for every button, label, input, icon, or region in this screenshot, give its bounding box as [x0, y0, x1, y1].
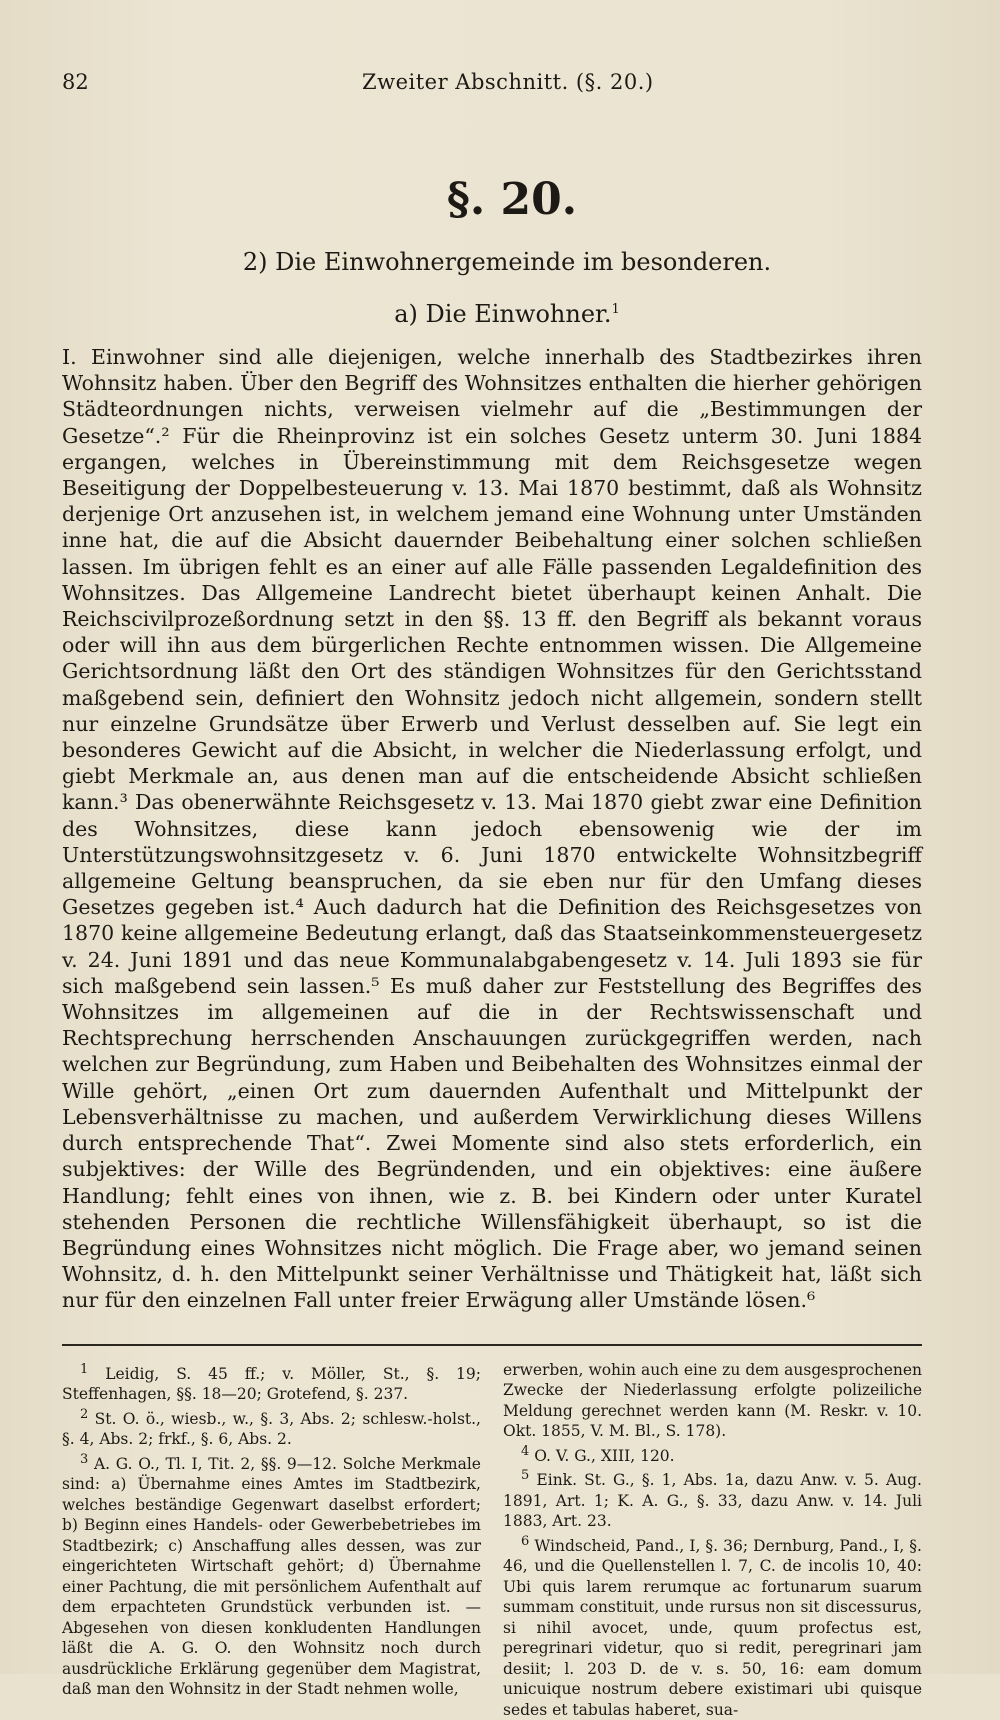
footnote-divider: [62, 1344, 922, 1346]
running-head: [62, 70, 922, 110]
footnotes: [62, 1360, 922, 1720]
footnote-4: $^4$ O. V. G., XIII, 120.: [521, 1443, 675, 1465]
section-title: 2) Die Einwohnergemeinde im besonderen.: [242, 248, 772, 276]
footnote-3-continued: erwerben, wohin auch eine zu dem ausgesprochenen Zwecke der Niederlassung erfolgte polizeiliche Meldung gerechnet werden kann (M. Reskr. v. 10. Okt. 1855, V. M. Bl., S. 178).: [503, 1360, 922, 1441]
subsection-title: [62, 300, 922, 334]
footnote-6: $^6$ Windscheid, Pand., I, §. 36; Dernburg, Pand., I, §. 46, und die Quellenstellen l. 7, C. de incolis 10, 40: Ubi quis larem rerumque ac fortunarum suarum summam constituit, unde rursus non sit discessurus, si nihil avocet, unde, quum profectus est, peregrinari videtur, quo si redit, peregrinari jam desiit; l. 203 D. de v. s. 50, 16: eam domum unicuique nostrum debere existimari ubi quisque sedes et tabulas haberet, sua-: [503, 1533, 922, 1719]
page-number: 82: [62, 70, 89, 94]
footnote-5: $^5$ Eink. St. G., §. 1, Abs. 1a, dazu Anw. v. 5. Aug. 1891, Art. 1; K. A. G., §. 33, dazu Anw. v. 14. Juli 1883, Art. 23.: [503, 1468, 922, 1531]
body-paragraph: I. Einwohner sind alle diejenigen, welche innerhalb des Stadtbezirkes ihren Wohnsitz haben. Über den Begriff des Wohnsitzes enthalten die hierher gehörigen Städteordnungen nichts, verweisen vielmehr auf die „Bestimmungen der Gesetze“.² Für die Rheinprovinz ist ein solches Gesetz unterm 30. Juni 1884 ergangen, welches in Übereinstimmung mit dem Reichsgesetze wegen Beseitigung der Doppelbesteuerung v. 13. Mai 1870 bestimmt, daß als Wohnsitz derjenige Ort anzusehen ist, in welchem jemand eine Wohnung unter Umständen inne hat, die auf die Absicht dauernder Beibehaltung einer solchen schließen lassen. Im übrigen fehlt es an einer auf alle Fälle passenden Legaldefinition des Wohnsitzes. Das Allgemeine Landrecht bietet überhaupt keinen Anhalt. Die Reichscivilprozeßordnung setzt in den §§. 13 ff. den Begriff als bekannt voraus oder will ihn aus dem bürgerlichen Rechte entnommen wissen. Die Allgemeine Gerichtsordnung läßt den Ort des ständigen Wohnsitzes für den Gerichtsstand maßgebend sein, definiert den Wohnsitz jedoch nicht allgemein, sondern stellt nur einzelne Grundsätze über Erwerb und Verlust desselben auf. Sie legt ein besonderes Gewicht auf die Absicht, in welcher die Niederlassung erfolgt, und giebt Merkmale an, aus denen man auf die entscheidende Absicht schließen kann.³ Das obenerwähnte Reichsgesetz v. 13. Mai 1870 giebt zwar eine Definition des Wohnsitzes, diese kann jedoch ebensowenig wie der im Unterstützungswohnsitzgesetz v. 6. Juni 1870 entwickelte Wohnsitzbegriff allgemeine Geltung beanspruchen, da sie eben nur für den Umfang dieses Gesetzes gegeben ist.⁴ Auch dadurch hat die Definition des Reichsgesetzes von 1870 keine allgemeine Bedeutung erlangt, daß das Staatseinkommensteuergesetz v. 24. Juni 1891 und das neue Kommunalabgabengesetz v. 14. Juli 1893 sie für sich maßgebend sein lassen.⁵ Es muß daher zur Feststellung des Begriffes des Wohnsitzes im allgemeinen auf die in der Rechtswissenschaft und Rechtsprechung herrschenden Anschauungen zurückgegriffen werden, nach welchen zur Begründung, zum Haben und Beibehalten des Wohnsitzes einmal der Wille gehört, „einen Ort zum dauernden Aufenthalt und Mittelpunkt der Lebensverhältnisse zu machen, und außerdem Verwirklichung dieses Willens durch entsprechende That“. Zwei Momente sind also stets erforderlich, ein subjektives: der Wille des Begründenden, und ein objektives: eine äußere Handlung; fehlt eines von ihnen, wie z. B. bei Kindern oder unter Kuratel stehenden Personen die rechtliche Willensfähigkeit überhaupt, so ist die Begründung eines Wohnsitzes nicht möglich. Die Frage aber, wo jemand seinen Wohnsitz, d. h. den Mittelpunkt seiner Verhältnisse und Thätigkeit hat, läßt sich nur für den einzelnen Fall unter freier Erwägung aller Umstände lösen.⁶: [62, 345, 922, 1313]
footnotes-right-column: [503, 1360, 922, 1720]
footnote-2: $^2$ St. O. ö., wiesb., w., §. 3, Abs. 2; schlesw.-holst., §. 4, Abs. 2; frkf., §. 6, Abs. 2.: [62, 1406, 481, 1449]
footnote-3: $^3$ A. G. O., Tl. I, Tit. 2, §§. 9—12. Solche Merkmale sind: a) Übernahme eines Amtes im Stadtbezirk, welches beständige Gegenwart daselbst erfordert; b) Beginn eines Handels- oder Gewerbebetriebes im Stadtbezirk; c) Anschaffung alles dessen, was zur eingerichteten Wirtschaft gehört; d) Übernahme einer Pachtung, die mit persönlichem Aufenthalt auf dem erpachteten Grundstück verbunden ist. — Abgesehen von diesen konkludenten Handlungen läßt die A. G. O. den Wohnsitz noch durch ausdrückliche Erklärung gegenüber dem Magistrat, daß man den Wohnsitz in der Stadt nehmen wolle,: [62, 1451, 481, 1699]
subsection-title-text: a) Die Einwohner.: [394, 300, 612, 328]
running-title: Zweiter Abschnitt. (§. 20.): [362, 70, 654, 94]
footnote-1: $^1$ Leidig, S. 45 ff.; v. Möller, St., §. 19; Steffenhagen, §§. 18—20; Grotefend, §. 237.: [62, 1361, 481, 1404]
subsection-note-ref: 1: [611, 302, 620, 317]
section-number: §. 20.: [446, 174, 578, 225]
footnotes-left-column: [62, 1360, 481, 1720]
